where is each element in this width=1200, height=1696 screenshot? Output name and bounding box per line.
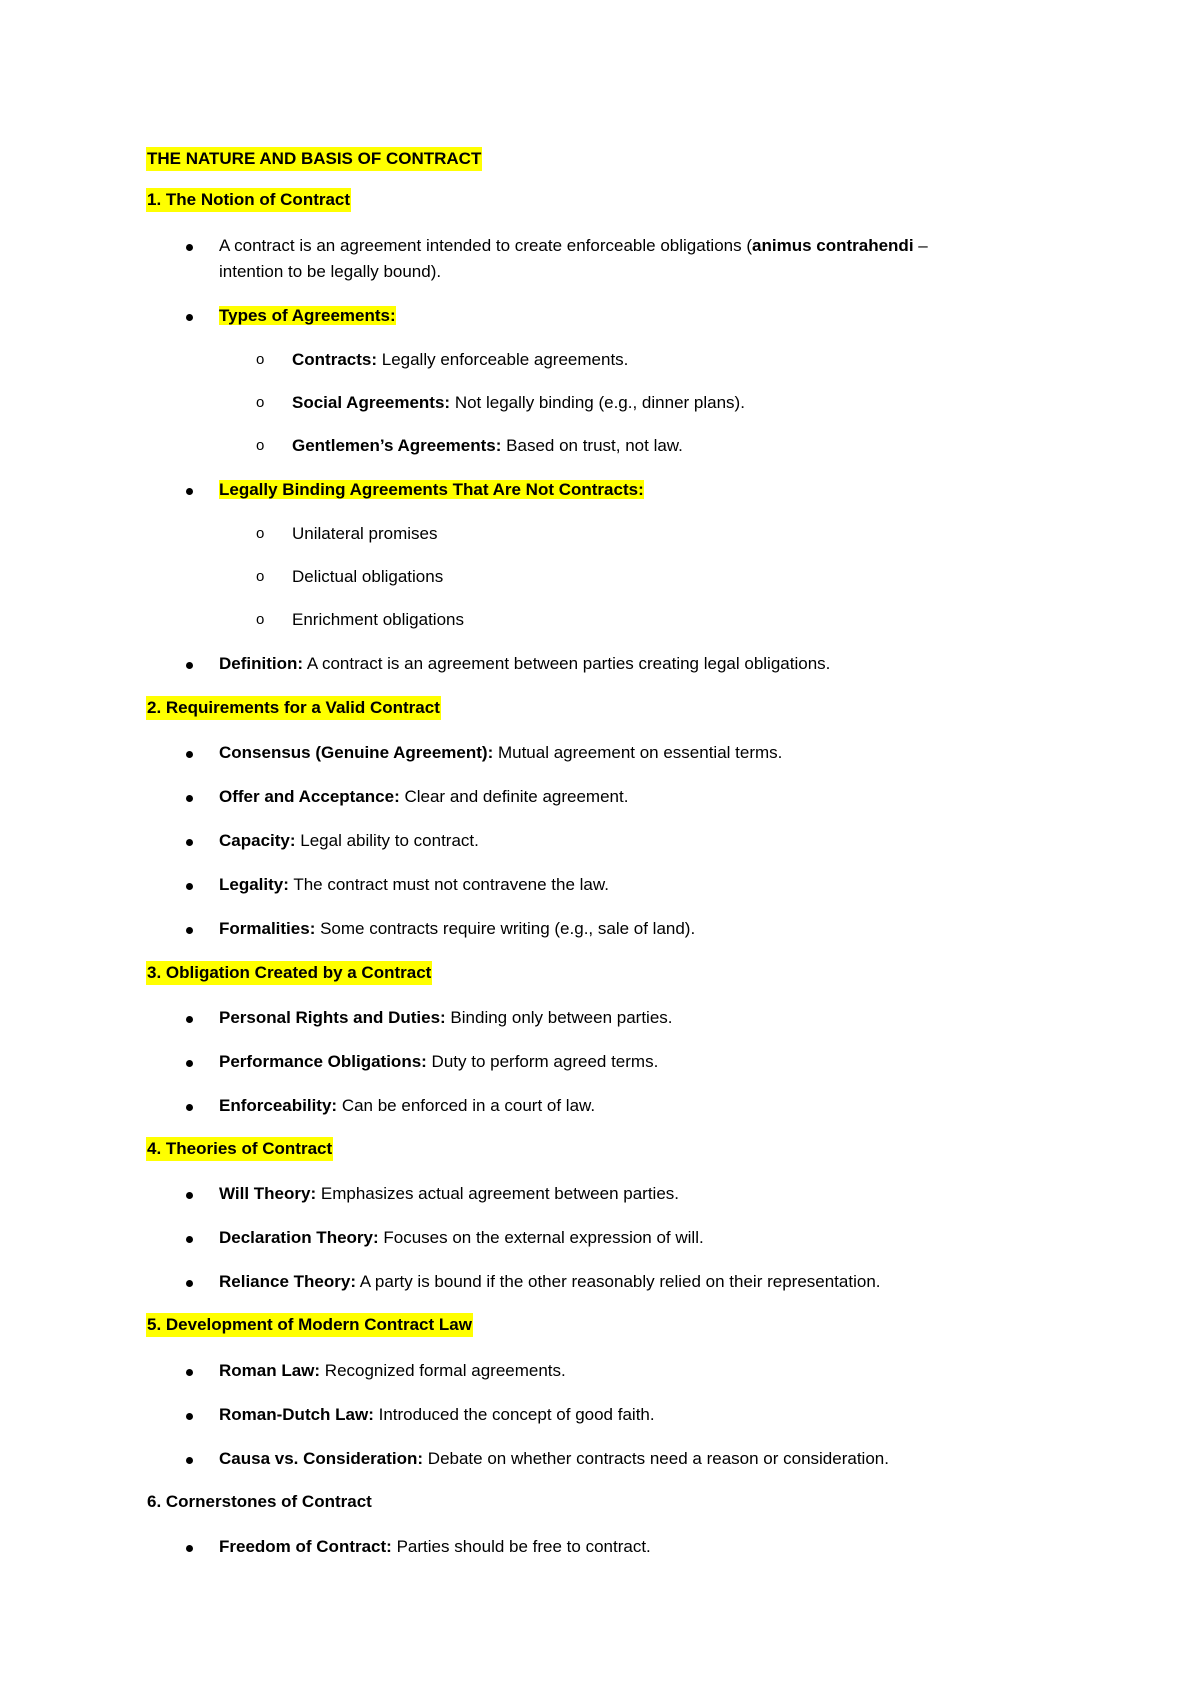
list-item: Personal Rights and Duties: Binding only between parties. (219, 1008, 673, 1027)
bullet-icon (186, 1413, 193, 1420)
section-heading-2: 2. Requirements for a Valid Contract (146, 696, 441, 720)
section-heading-3: 3. Obligation Created by a Contract (146, 961, 432, 985)
bullet-icon (186, 883, 193, 890)
bullet-icon (186, 488, 193, 495)
sub-bullet-icon: o (256, 611, 265, 628)
list-item-types-heading: Types of Agreements: (219, 306, 396, 325)
list-item: Freedom of Contract: Parties should be free to contract. (219, 1537, 651, 1556)
bullet-icon (186, 927, 193, 934)
bullet-icon (186, 751, 193, 758)
bullet-icon (186, 1236, 193, 1243)
list-item: Definition: A contract is an agreement between parties creating legal obligations. (219, 654, 831, 673)
list-item: Roman Law: Recognized formal agreements. (219, 1361, 566, 1380)
sub-bullet-icon: o (256, 351, 265, 368)
bullet-icon (186, 1545, 193, 1552)
sub-list-item: Contracts: Legally enforceable agreements. (292, 350, 629, 369)
list-item: Performance Obligations: Duty to perform agreed terms. (219, 1052, 659, 1071)
section-heading-5: 5. Development of Modern Contract Law (146, 1313, 473, 1337)
list-item: Formalities: Some contracts require writing (e.g., sale of land). (219, 919, 696, 938)
section-heading-4: 4. Theories of Contract (146, 1137, 333, 1161)
sub-bullet-icon: o (256, 437, 265, 454)
sub-list-item: Social Agreements: Not legally binding (e.g., dinner plans). (292, 393, 745, 412)
bullet-icon (186, 244, 193, 251)
bullet-icon (186, 839, 193, 846)
list-item: A contract is an agreement intended to create enforceable obligations (animus contrahendi – (219, 236, 928, 255)
bullet-icon (186, 662, 193, 669)
bullet-icon (186, 1280, 193, 1287)
list-item: Offer and Acceptance: Clear and definite agreement. (219, 787, 629, 806)
list-item-binding-heading: Legally Binding Agreements That Are Not Contracts: (219, 480, 644, 499)
sub-bullet-icon: o (256, 525, 265, 542)
bullet-icon (186, 1060, 193, 1067)
bullet-icon (186, 1192, 193, 1199)
list-item: Roman-Dutch Law: Introduced the concept of good faith. (219, 1405, 655, 1424)
list-item: Capacity: Legal ability to contract. (219, 831, 479, 850)
list-item: Declaration Theory: Focuses on the external expression of will. (219, 1228, 704, 1247)
sub-list-item: Delictual obligations (292, 567, 444, 586)
bullet-icon (186, 1369, 193, 1376)
section-heading-1: 1. The Notion of Contract (146, 188, 351, 212)
sub-bullet-icon: o (256, 394, 265, 411)
bullet-icon (186, 314, 193, 321)
list-item: Enforceability: Can be enforced in a court of law. (219, 1096, 596, 1115)
sub-list-item: Unilateral promises (292, 524, 438, 543)
sub-bullet-icon: o (256, 568, 265, 585)
list-item: Consensus (Genuine Agreement): Mutual agreement on essential terms. (219, 743, 783, 762)
bullet-icon (186, 795, 193, 802)
bullet-icon (186, 1016, 193, 1023)
sub-list-item: Enrichment obligations (292, 610, 464, 629)
list-item-continuation: intention to be legally bound). (219, 262, 442, 281)
list-item: Legality: The contract must not contravene the law. (219, 875, 609, 894)
section-heading-6: 6. Cornerstones of Contract (147, 1492, 372, 1511)
bullet-icon (186, 1104, 193, 1111)
list-item: Will Theory: Emphasizes actual agreement between parties. (219, 1184, 680, 1203)
sub-list-item: Gentlemen’s Agreements: Based on trust, not law. (292, 436, 683, 455)
document-title: THE NATURE AND BASIS OF CONTRACT (146, 147, 482, 171)
list-item: Causa vs. Consideration: Debate on whether contracts need a reason or consideration. (219, 1449, 889, 1468)
bullet-icon (186, 1457, 193, 1464)
list-item: Reliance Theory: A party is bound if the other reasonably relied on their representation. (219, 1272, 881, 1291)
